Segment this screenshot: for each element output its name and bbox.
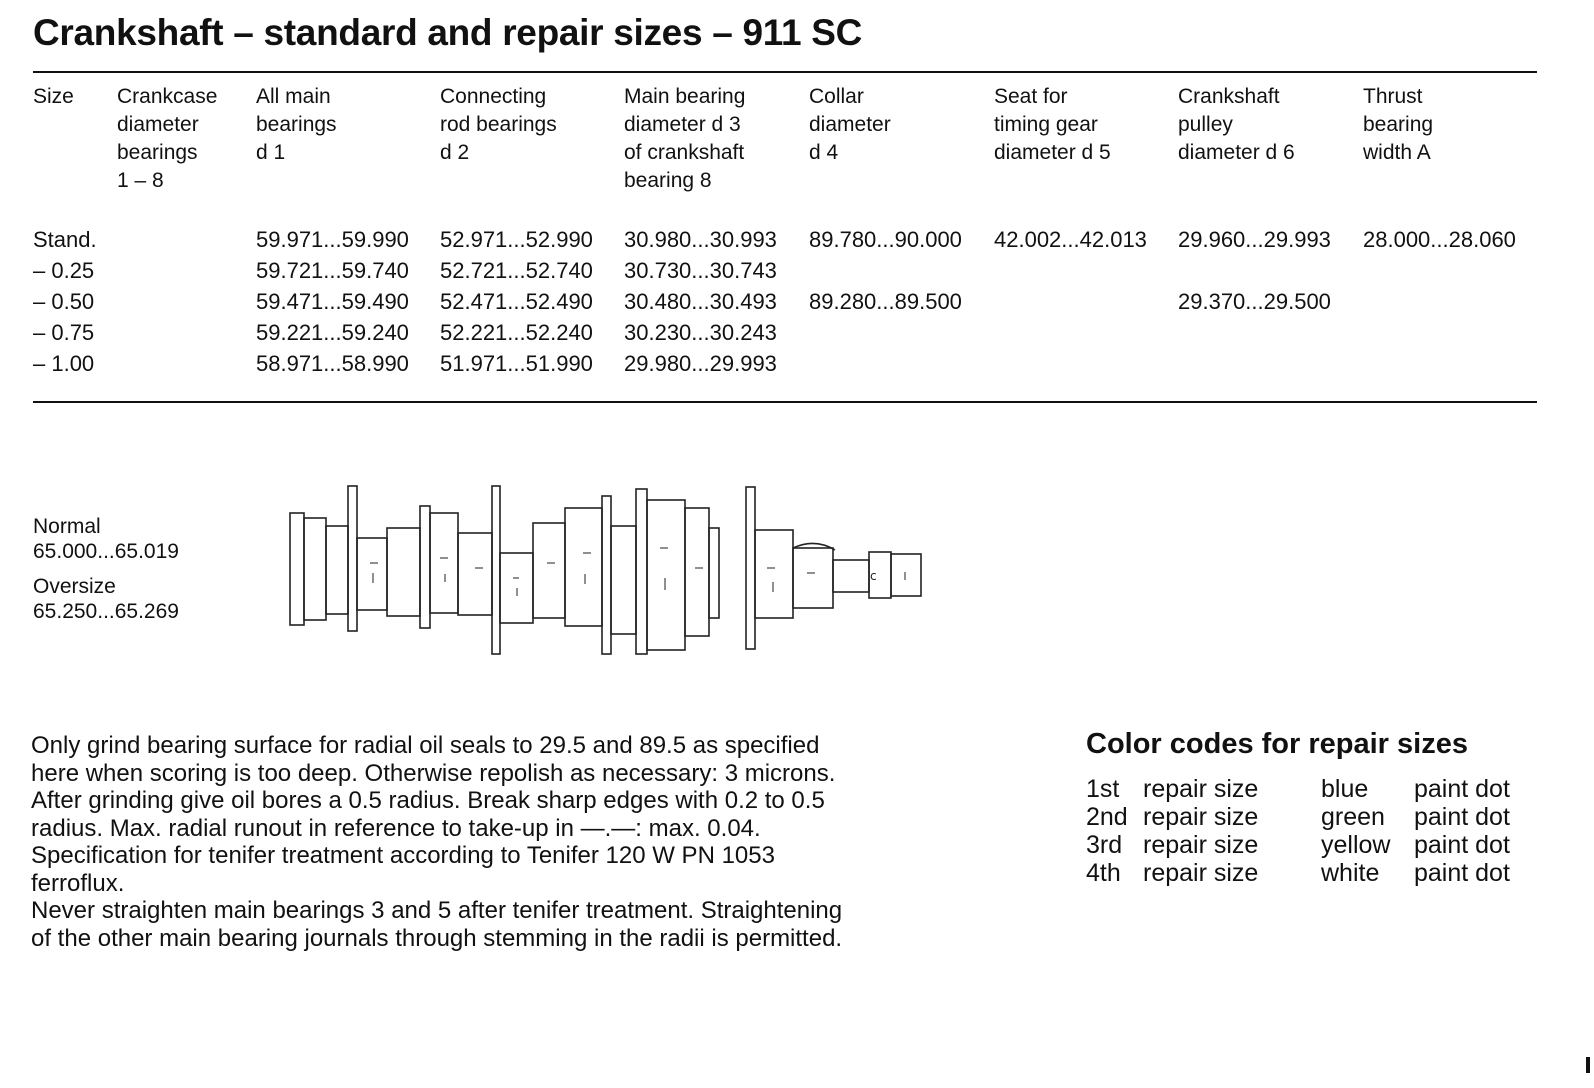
- bearing-size-labels: [33, 514, 179, 624]
- color-code-label: repair size: [1143, 775, 1259, 803]
- table-cell: 42.002...42.013: [994, 227, 1147, 252]
- table-row: [0, 317, 1594, 348]
- note-grinding-seals: Only grind bearing surface for radial oil seals to 29.5 and 89.5 as specified here when scoring is too deep. Otherwise repolish as necessary: 3 microns.: [31, 732, 836, 787]
- table-top-rule: [33, 71, 1537, 73]
- color-code-mark: paint dot: [1414, 775, 1510, 803]
- note-straightening: Never straighten main bearings 3 and 5 after tenifer treatment. Straightening of the other main bearing journals through stemming in the radii is permitted.: [31, 897, 843, 952]
- normal-label: Normal: [33, 515, 101, 538]
- header-collar-diameter-d4: Collar diameter d 4: [809, 85, 891, 164]
- color-code-label: repair size: [1143, 803, 1259, 831]
- color-code-row: [1086, 831, 1546, 859]
- normal-value: 65.000...65.019: [33, 540, 179, 563]
- color-code-ordinal: 1st: [1086, 775, 1120, 803]
- oversize-label: Oversize: [33, 575, 116, 598]
- color-code-ordinal: 3rd: [1086, 831, 1123, 859]
- table-cell: 52.221...52.240: [440, 320, 593, 345]
- color-codes-title: Color codes for repair sizes: [1086, 728, 1468, 760]
- table-row: [0, 286, 1594, 317]
- header-conrod-bearings-d2: Connecting rod bearings d 2: [440, 85, 557, 164]
- note-oil-bores: After grinding give oil bores a 0.5 radius. Break sharp edges with 0.2 to 0.5 radius. Max. radial runout in reference to take-up in —.—: max. 0.04.: [31, 787, 825, 842]
- table-cell: 30.730...30.743: [624, 258, 777, 283]
- table-cell: – 1.00: [33, 351, 95, 376]
- note-tenifer-spec: Specification for tenifer treatment according to Tenifer 120 W PN 1053 ferroflux.: [31, 842, 775, 897]
- instruction-notes: [31, 732, 861, 952]
- table-cell: 89.780...90.000: [809, 227, 962, 252]
- color-code-color: yellow: [1321, 831, 1391, 859]
- color-code-color: blue: [1321, 775, 1369, 803]
- color-code-color: green: [1321, 803, 1385, 831]
- header-pulley-diameter-d6: Crankshaft pulley diameter d 6: [1178, 85, 1295, 164]
- table-cell: 59.471...59.490: [256, 289, 409, 314]
- table-cell: 52.721...52.740: [440, 258, 593, 283]
- table-cell: 30.480...30.493: [624, 289, 777, 314]
- color-code-color: white: [1321, 859, 1380, 887]
- table-cell: 29.960...29.993: [1178, 227, 1331, 252]
- color-codes-table: [1086, 775, 1546, 887]
- table-cell: 51.971...51.990: [440, 351, 593, 376]
- header-size: Size: [33, 85, 74, 108]
- table-bottom-rule: [33, 401, 1537, 403]
- header-crankcase-diameter: Crankcase diameter bearings 1 – 8: [117, 85, 218, 192]
- page-edge-mark: [1586, 1057, 1590, 1073]
- color-code-row: [1086, 775, 1546, 803]
- table-row: [0, 224, 1594, 255]
- table-cell: Stand.: [33, 227, 97, 252]
- color-code-row: [1086, 803, 1546, 831]
- header-main-bearings-d1: All main bearings d 1: [256, 85, 337, 164]
- header-main-bearing-d3: Main bearing diameter d 3 of crankshaft bearing 8: [624, 85, 746, 192]
- crankshaft-drawing-icon: [285, 478, 930, 658]
- table-cell: – 0.25: [33, 258, 95, 283]
- color-code-ordinal: 4th: [1086, 859, 1121, 887]
- table-cell: – 0.50: [33, 289, 95, 314]
- table-cell: 58.971...58.990: [256, 351, 409, 376]
- table-cell: 28.000...28.060: [1363, 227, 1516, 252]
- color-code-mark: paint dot: [1414, 859, 1510, 887]
- color-code-row: [1086, 859, 1546, 887]
- table-cell: 59.721...59.740: [256, 258, 409, 283]
- header-thrust-bearing-width: Thrust bearing width A: [1363, 85, 1434, 164]
- table-cell: 30.230...30.243: [624, 320, 777, 345]
- svg-text:c: c: [870, 569, 877, 583]
- page-title: Crankshaft – standard and repair sizes – 911 SC: [33, 12, 863, 53]
- table-cell: 59.971...59.990: [256, 227, 409, 252]
- table-row: [0, 348, 1594, 379]
- color-code-label: repair size: [1143, 859, 1259, 887]
- table-cell: 52.471...52.490: [440, 289, 593, 314]
- color-code-mark: paint dot: [1414, 803, 1510, 831]
- table-cell: 29.980...29.993: [624, 351, 777, 376]
- table-cell: 29.370...29.500: [1178, 289, 1331, 314]
- table-cell: 59.221...59.240: [256, 320, 409, 345]
- table-cell: 89.280...89.500: [809, 289, 962, 314]
- header-timing-gear-seat-d5: Seat for timing gear diameter d 5: [994, 85, 1111, 164]
- color-code-ordinal: 2nd: [1086, 803, 1128, 831]
- table-cell: 30.980...30.993: [624, 227, 777, 252]
- oversize-value: 65.250...65.269: [33, 600, 179, 623]
- table-row: [0, 255, 1594, 286]
- table-cell: – 0.75: [33, 320, 95, 345]
- table-cell: 52.971...52.990: [440, 227, 593, 252]
- color-code-label: repair size: [1143, 831, 1259, 859]
- color-code-mark: paint dot: [1414, 831, 1510, 859]
